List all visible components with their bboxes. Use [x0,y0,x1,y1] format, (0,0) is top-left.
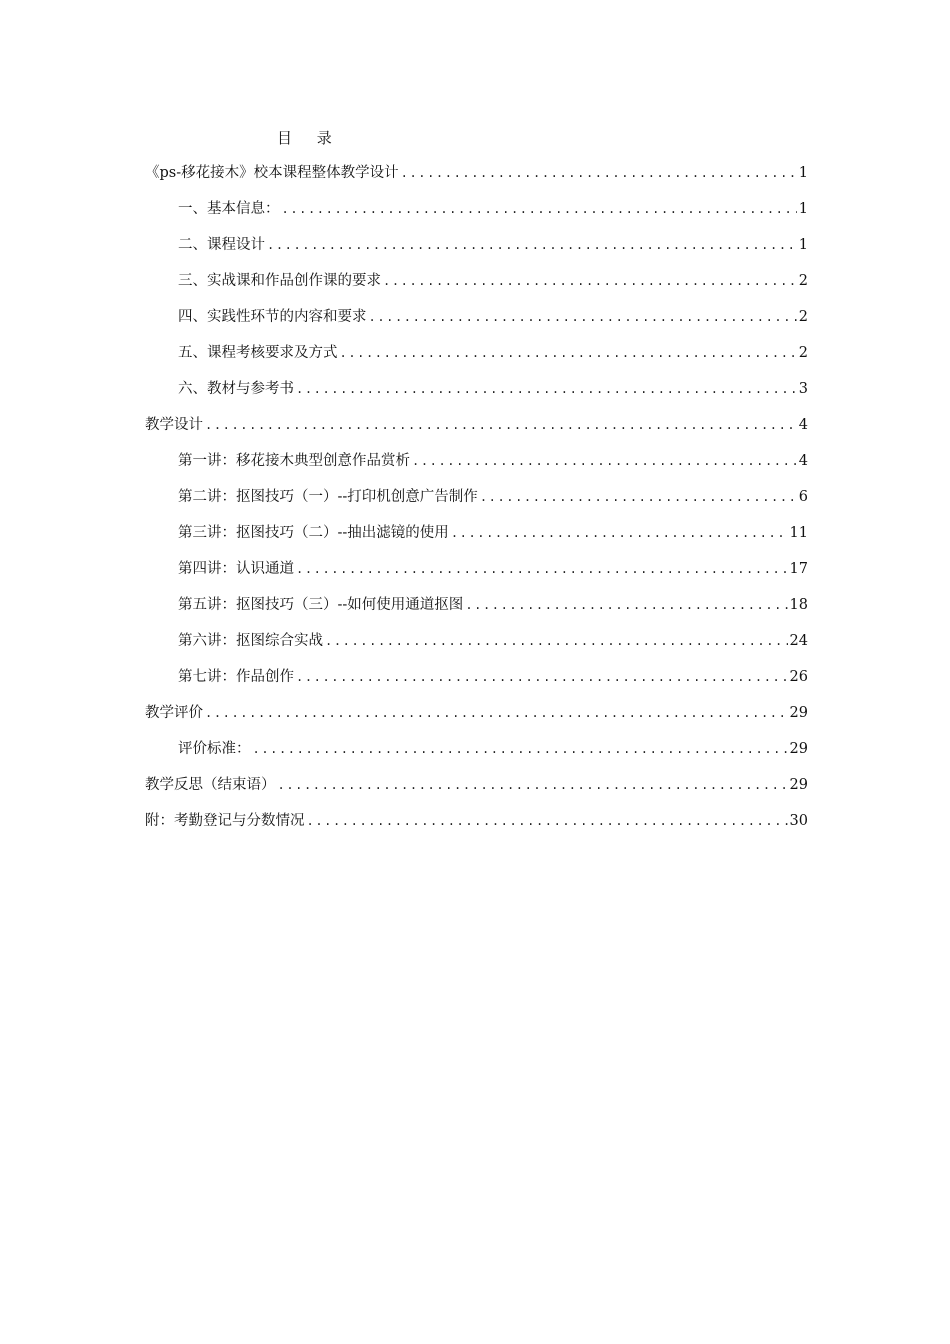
toc-entry[interactable] [145,595,808,631]
toc-entry[interactable] [145,271,808,307]
toc-entry-page: 29 [789,705,808,721]
toc-entry-page: 29 [789,741,808,757]
toc-entry-page: 29 [789,777,808,793]
toc-dot-leader [296,559,788,579]
toc-dot-leader [267,235,797,255]
toc-entry-label: 第七讲：作品创作 [178,669,294,685]
toc-entry[interactable] [145,631,808,667]
toc-entry-page: 24 [789,633,808,649]
toc-entry-label: 教学评价 [145,705,203,721]
toc-dot-leader [282,199,797,219]
toc-dot-leader [205,415,797,435]
toc-dot-leader [253,739,788,759]
toc-entry-page: 11 [789,525,808,541]
toc-entry-label: 六、教材与参考书 [178,381,294,397]
toc-dot-leader [278,775,788,795]
toc-entry-page: 3 [798,381,808,397]
toc-entry[interactable] [145,667,808,703]
toc-entry-label: 评价标准： [178,741,251,757]
toc-dot-leader [451,523,788,543]
toc-entry[interactable] [145,307,808,343]
toc-entry-label: 第二讲：抠图技巧（一）--打印机创意广告制作 [178,489,478,505]
toc-entry[interactable] [145,415,808,451]
toc-entry[interactable] [145,523,808,559]
toc-entry-page: 1 [798,165,808,181]
toc-dot-leader [205,703,788,723]
toc-entry-page: 4 [798,417,808,433]
toc-entry-label: 第一讲：移花接木典型创意作品赏析 [178,453,410,469]
toc-entry[interactable] [145,343,808,379]
toc-entry[interactable] [145,487,808,523]
toc-entry[interactable] [145,739,808,775]
toc-entry-label: 四、实践性环节的内容和要求 [178,309,367,325]
toc-entry-page: 4 [798,453,808,469]
toc-entry-label: 二、课程设计 [178,237,265,253]
toc-entry-page: 17 [789,561,808,577]
toc-entry-page: 1 [798,237,808,253]
toc-entry-page: 18 [789,597,808,613]
toc-entry-page: 2 [798,309,808,325]
toc-entry-label: 第五讲：抠图技巧（三）--如何使用通道抠图 [178,597,464,613]
toc-dot-leader [401,163,797,183]
toc-entry[interactable] [145,811,808,847]
toc-entry-page: 2 [798,345,808,361]
toc-dot-leader [296,667,788,687]
toc-dot-leader [340,343,797,363]
toc-entry-label: 第三讲：抠图技巧（二）--抽出滤镜的使用 [178,525,449,541]
toc-entry-label: 第六讲：抠图综合实战 [178,633,323,649]
toc-entry-label: 教学反思（结束语） [145,777,276,793]
toc-entry-page: 1 [798,201,808,217]
toc-dot-leader [465,595,787,615]
toc-entry[interactable] [145,775,808,811]
toc-entry[interactable] [145,163,808,199]
toc-entry[interactable] [145,703,808,739]
toc-entry-page: 6 [798,489,808,505]
toc-entry-label: 《ps-移花接木》校本课程整体教学设计 [145,165,399,181]
toc-title: 目 录 [277,129,342,147]
toc-entry-page: 30 [789,813,808,829]
toc-entry[interactable] [145,451,808,487]
toc-entry[interactable] [145,235,808,271]
toc-list [145,163,808,847]
toc-entry-label: 三、实战课和作品创作课的要求 [178,273,381,289]
toc-dot-leader [383,271,797,291]
toc-dot-leader [369,307,797,327]
toc-entry-label: 教学设计 [145,417,203,433]
toc-entry-label: 五、课程考核要求及方式 [178,345,338,361]
toc-dot-leader [325,631,788,651]
toc-entry[interactable] [145,559,808,595]
toc-entry-label: 附：考勤登记与分数情况 [145,813,305,829]
toc-entry[interactable] [145,379,808,415]
toc-entry-label: 第四讲：认识通道 [178,561,294,577]
toc-dot-leader [307,811,788,831]
toc-entry-page: 2 [798,273,808,289]
toc-entry-label: 一、基本信息： [178,201,280,217]
toc-dot-leader [296,379,797,399]
toc-entry-page: 26 [789,669,808,685]
toc-dot-leader [412,451,797,471]
toc-entry[interactable] [145,199,808,235]
toc-dot-leader [480,487,797,507]
